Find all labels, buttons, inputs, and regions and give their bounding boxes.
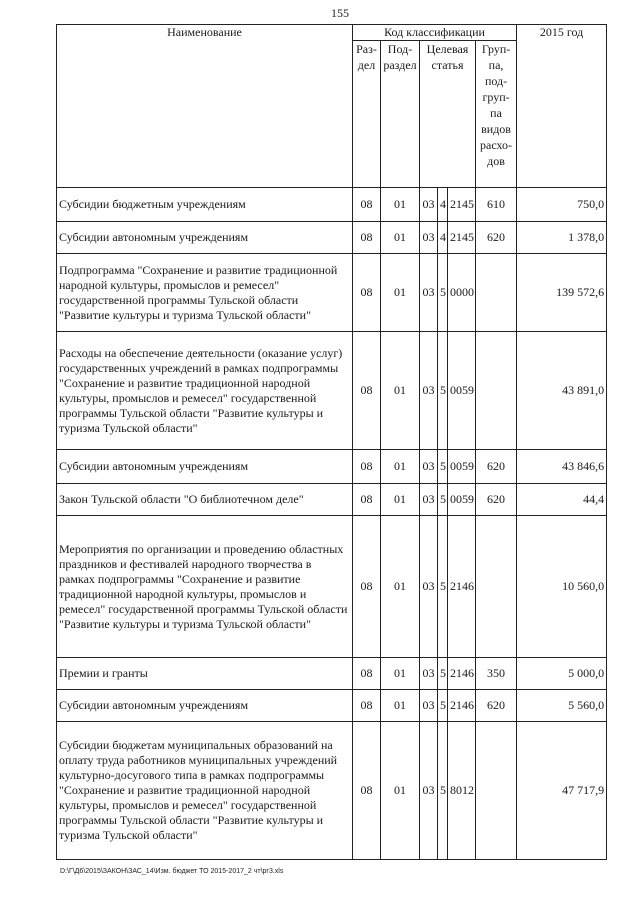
row-target-direction: 0059 <box>448 332 476 450</box>
header-target-item: Целевая статья <box>420 41 476 188</box>
row-target-direction: 0059 <box>448 484 476 516</box>
row-target-direction: 2146 <box>448 690 476 722</box>
row-expense-group: 620 <box>476 690 517 722</box>
page-number: 155 <box>331 6 349 20</box>
row-amount-2015: 5 000,0 <box>517 658 607 690</box>
row-subsection: 01 <box>381 516 420 658</box>
row-amount-2015: 139 572,6 <box>517 254 607 332</box>
row-amount-2015: 43 891,0 <box>517 332 607 450</box>
header-classification-code: Код классификации <box>353 25 517 41</box>
row-target-program: 03 <box>420 332 438 450</box>
row-name: Субсидии бюджетам муниципальных образований на оплату труда работников муниципальных учреждений культурно-досугового типа в рамках подпрограммы "Сохранение и развитие традиционной народной культуры, промыслов и ремесел" государственной программы Тульской области "Развитие культуры и туризма Тульской области" <box>57 722 353 860</box>
row-name: Расходы на обеспечение деятельности (оказание услуг) государственных учреждений в рамках подпрограммы "Сохранение и развитие традиционной народной культуры, промыслов и ремесел" государственной программы Тульской области "Развитие культуры и туризма Тульской области" <box>57 332 353 450</box>
table-row <box>57 332 607 450</box>
table-row <box>57 722 607 860</box>
header-year: 2015 год <box>517 25 607 188</box>
budget-table <box>56 24 607 860</box>
row-subsection: 01 <box>381 690 420 722</box>
row-amount-2015: 47 717,9 <box>517 722 607 860</box>
row-target-direction: 8012 <box>448 722 476 860</box>
table-row <box>57 690 607 722</box>
row-subsection: 01 <box>381 484 420 516</box>
row-target-subprogram: 5 <box>438 722 448 860</box>
row-target-subprogram: 5 <box>438 658 448 690</box>
row-subsection: 01 <box>381 254 420 332</box>
row-target-program: 03 <box>420 222 438 254</box>
row-target-subprogram: 5 <box>438 484 448 516</box>
row-subsection: 01 <box>381 222 420 254</box>
row-expense-group: 620 <box>476 222 517 254</box>
row-name: Субсидии автономным учреждениям <box>57 450 353 484</box>
row-amount-2015: 44,4 <box>517 484 607 516</box>
file-path-footer: D:\Г\Д6\2015\ЗАКОН\ЗАС_14\Изм. бюджет ТО 2015-2017_2 чт\рг3.xls <box>60 868 284 875</box>
row-target-direction: 2146 <box>448 658 476 690</box>
row-target-program: 03 <box>420 658 438 690</box>
row-expense-group: 350 <box>476 658 517 690</box>
row-amount-2015: 5 560,0 <box>517 690 607 722</box>
row-name: Премии и гранты <box>57 658 353 690</box>
row-amount-2015: 1 378,0 <box>517 222 607 254</box>
row-expense-group <box>476 516 517 658</box>
table-row <box>57 516 607 658</box>
row-subsection: 01 <box>381 450 420 484</box>
row-section: 08 <box>353 516 381 658</box>
row-amount-2015: 43 846,6 <box>517 450 607 484</box>
row-target-subprogram: 5 <box>438 332 448 450</box>
row-target-subprogram: 5 <box>438 254 448 332</box>
row-target-direction: 0059 <box>448 450 476 484</box>
row-section: 08 <box>353 690 381 722</box>
row-expense-group <box>476 332 517 450</box>
table-row <box>57 450 607 484</box>
header-name: Наименование <box>57 25 353 188</box>
row-name: Субсидии бюджетным учреждениям <box>57 188 353 222</box>
row-section: 08 <box>353 188 381 222</box>
row-target-subprogram: 5 <box>438 516 448 658</box>
header-expense-group: Груп- па, под- груп- па видов расхо- дов <box>476 41 517 188</box>
row-name: Закон Тульской области "О библиотечном деле" <box>57 484 353 516</box>
header-section: Раз- дел <box>353 41 381 188</box>
row-subsection: 01 <box>381 658 420 690</box>
row-target-program: 03 <box>420 188 438 222</box>
row-subsection: 01 <box>381 722 420 860</box>
table-row <box>57 658 607 690</box>
table-row <box>57 188 607 222</box>
row-target-program: 03 <box>420 484 438 516</box>
row-name: Подпрограмма "Сохранение и развитие традиционной народной культуры, промыслов и ремесел" государственной программы Тульской области "Развитие культуры и туризма Тульской области" <box>57 254 353 332</box>
row-expense-group: 620 <box>476 484 517 516</box>
row-target-subprogram: 4 <box>438 222 448 254</box>
row-name: Субсидии автономным учреждениям <box>57 690 353 722</box>
row-target-direction: 2146 <box>448 516 476 658</box>
row-target-program: 03 <box>420 450 438 484</box>
row-target-program: 03 <box>420 254 438 332</box>
row-expense-group: 620 <box>476 450 517 484</box>
row-target-direction: 0000 <box>448 254 476 332</box>
row-target-subprogram: 4 <box>438 188 448 222</box>
row-amount-2015: 10 560,0 <box>517 516 607 658</box>
row-subsection: 01 <box>381 188 420 222</box>
row-section: 08 <box>353 222 381 254</box>
row-section: 08 <box>353 254 381 332</box>
row-target-program: 03 <box>420 516 438 658</box>
row-target-direction: 2145 <box>448 222 476 254</box>
table-row <box>57 254 607 332</box>
row-amount-2015: 750,0 <box>517 188 607 222</box>
row-name: Мероприятия по организации и проведению областных праздников и фестивалей народного творчества в рамках подпрограммы "Сохранение и развитие традиционной народной культуры, промыслов и ремесел" государственной программы Тульской области "Развитие культуры и туризма Тульской области" <box>57 516 353 658</box>
row-section: 08 <box>353 658 381 690</box>
row-expense-group <box>476 254 517 332</box>
row-section: 08 <box>353 484 381 516</box>
row-expense-group <box>476 722 517 860</box>
row-target-subprogram: 5 <box>438 450 448 484</box>
row-subsection: 01 <box>381 332 420 450</box>
row-target-subprogram: 5 <box>438 690 448 722</box>
row-target-direction: 2145 <box>448 188 476 222</box>
row-section: 08 <box>353 332 381 450</box>
row-section: 08 <box>353 450 381 484</box>
row-target-program: 03 <box>420 722 438 860</box>
table-row <box>57 484 607 516</box>
table-row <box>57 222 607 254</box>
row-section: 08 <box>353 722 381 860</box>
header-subsection: Под- раздел <box>381 41 420 188</box>
row-name: Субсидии автономным учреждениям <box>57 222 353 254</box>
row-expense-group: 610 <box>476 188 517 222</box>
row-target-program: 03 <box>420 690 438 722</box>
